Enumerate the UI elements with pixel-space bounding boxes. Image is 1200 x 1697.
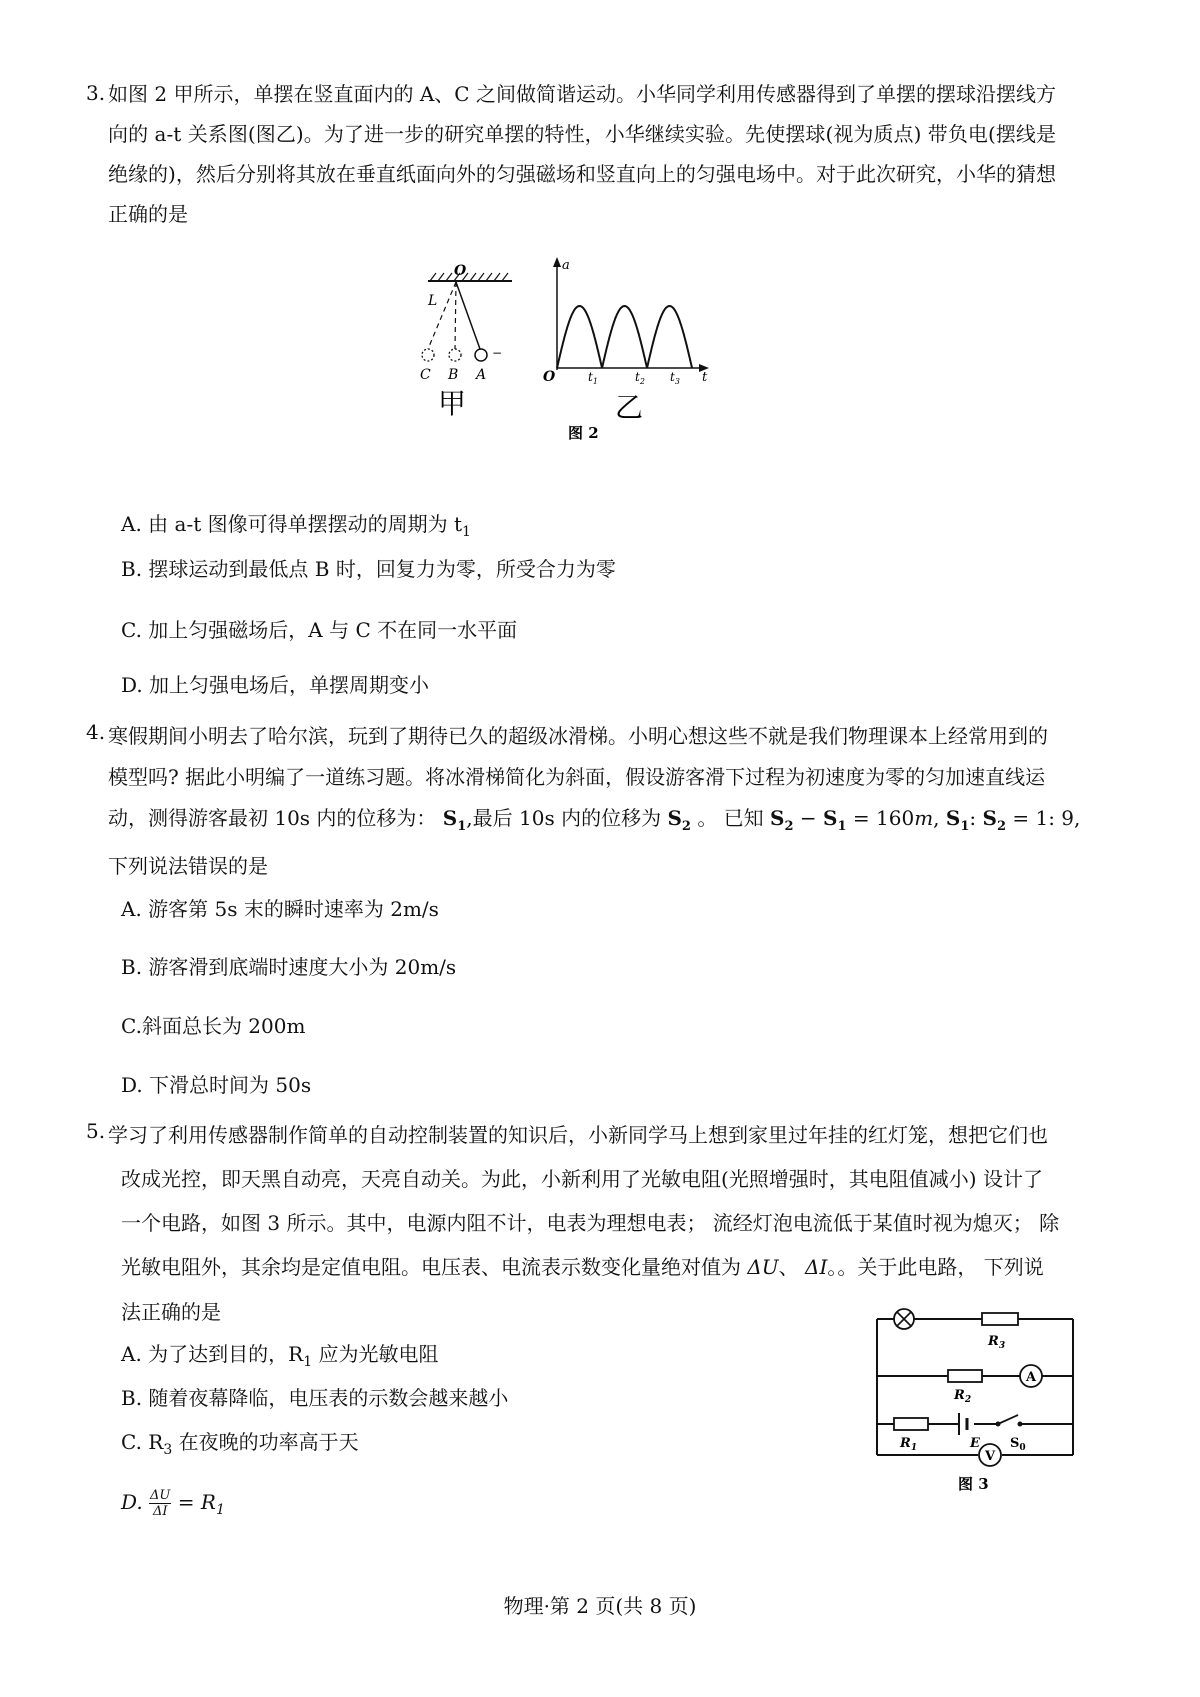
switch-icon (996, 1415, 1023, 1427)
figure-3-caption: 图 3 (958, 1475, 989, 1493)
tick-t1: $t_1$ (588, 370, 598, 386)
q5-line-2: 改成光控，即天黑自动亮，天亮自动关。为此，小新利用了光敏电阻(光照增强时，其电阻值减小) 设计了 (121, 1167, 1043, 1191)
label-yi: 乙 (615, 391, 644, 424)
label-r3: $R_3$ (988, 1334, 1006, 1351)
q4-line-1: 寒假期间小明去了哈尔滨，玩到了期待已久的超级冰滑梯。小明心想这些不就是我们物理课本上经常用到的 (108, 724, 1048, 748)
resistor-r2 (948, 1370, 982, 1382)
label-o: O (454, 263, 467, 279)
figure-3-circuit (870, 1305, 1080, 1493)
voltmeter-label: V (985, 1449, 996, 1464)
figure-2-caption: 图 2 (568, 424, 599, 442)
label-r1: $R_1$ (900, 1436, 918, 1453)
q3-option-b: B. 摆球运动到最低点 B 时，回复力为零，所受合力为零 (121, 557, 616, 581)
battery-icon (959, 1413, 967, 1435)
ammeter-label: A (1026, 1370, 1037, 1385)
q4-option-d: D. 下滑总时间为 50s (121, 1073, 312, 1097)
label-b: B (448, 367, 459, 383)
q3-stem: 如图 2 甲所示，单摆在竖直面内的 A、C 之间做简谐运动。小华同学利用传感器得到了单摆的摆球沿摆线方向的 a-t 关系图(图乙)。为了进一步的研究单摆的特性，小华继续实验。先使摆球(视为质点) 带负电(摆线是绝缘的)，然后分别将其放在垂直纸面向外的匀强磁场和竖直向上的匀强电场中。对于此次研究，小华的猜想正确的是 (108, 82, 1056, 226)
q5-line-4: 光敏电阻外，其余均是定值电阻。电压表、电流表示数变化量绝对值为 ΔU、 ΔI。。关于此电路， 下列说 (121, 1255, 1044, 1279)
q4-line-2: 模型吗? 据此小明编了一道练习题。将冰滑梯简化为斜面，假设游客滑下过程为初速度为零的匀加速直线运 (108, 765, 1046, 789)
label-s0: $S_0$ (1010, 1436, 1026, 1453)
q5-option-c: C. $R_3$ 在夜晚的功率高于天 (121, 1430, 359, 1458)
q5-option-d: D. $\frac{\Delta U}{\Delta I}$ = $R_1$ (121, 1488, 225, 1519)
q3-option-d: D. 加上匀强电场后，单摆周期变小 (121, 673, 430, 697)
resistor-r1 (894, 1418, 928, 1430)
q5-line-1: 学习了利用传感器制作简单的自动控制装置的知识后，小新同学马上想到家里过年挂的红灯笼，想把它们也 (108, 1123, 1048, 1147)
figure-2 (420, 255, 750, 445)
label-l: L (428, 293, 438, 309)
tick-t3: $t_3$ (670, 370, 680, 386)
q5-number: 5. (86, 1119, 106, 1143)
q4-number: 4. (86, 720, 106, 744)
page-footer: 物理·第 2 页(共 8 页) (503, 1594, 697, 1618)
a-t-curve (557, 306, 692, 368)
axis-a: a (562, 258, 570, 273)
axis-t: t (702, 370, 708, 385)
q5-line-3: 一个电路，如图 3 所示。其中，电源内阻不计，电表为理想电表； 流经灯泡电流低于某值时视为熄灭； 除 (121, 1211, 1060, 1235)
label-jia: 甲 (438, 387, 467, 420)
tick-t2: $t_2$ (635, 370, 645, 386)
q3-number: 3. (86, 81, 106, 105)
q3-option-c: C. 加上匀强磁场后，A 与 C 不在同一水平面 (121, 618, 518, 642)
origin-o: O (543, 369, 556, 385)
resistor-r3 (982, 1313, 1018, 1325)
label-c: C (420, 367, 431, 383)
q4-option-a: A. 游客第 5s 末的瞬时速率为 2m/s (121, 897, 439, 921)
label-r2: $R_2$ (954, 1388, 972, 1405)
q4-option-c: C.斜面总长为 200m (121, 1014, 306, 1038)
q4-option-b: B. 游客滑到底端时速度大小为 20m/s (121, 955, 457, 979)
q4-line-3: 动，测得游客最初 10s 内的位移为： $S_1$,最后 10s 内的位移为 $S_2$ 。 已知 $S_2 - S_1 = 160m$, $S_1$: $S_2 = 1$: 9, (108, 806, 1081, 834)
label-a: A (476, 367, 487, 383)
q5-option-b: B. 随着夜幕降临，电压表的示数会越来越小 (121, 1386, 509, 1410)
q5-option-a: A. 为了达到目的，$R_1$ 应为光敏电阻 (121, 1342, 439, 1370)
label-e: E (970, 1436, 980, 1451)
q4-line-4: 下列说法错误的是 (108, 854, 268, 878)
lamp-icon (894, 1309, 914, 1329)
q3-option-a: A. 由 a-t 图像可得单摆摆动的周期为 $t_1$ (121, 512, 471, 540)
charge-minus: − (492, 346, 503, 360)
q5-line-5: 法正确的是 (121, 1300, 221, 1324)
